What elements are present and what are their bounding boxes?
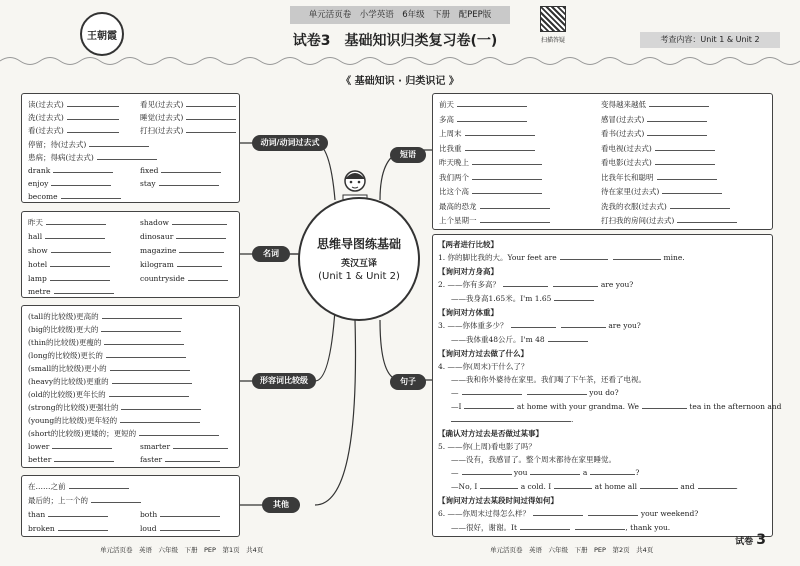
phrase-row: 变得越来越低: [601, 99, 709, 110]
phrase-row: 最高的恐龙: [439, 201, 550, 212]
answer-blank[interactable]: [561, 320, 606, 328]
answer-blank[interactable]: [642, 401, 687, 409]
phrase-row: 待在家里(过去式): [601, 186, 722, 197]
phrase-row: 洗我的衣服(过去式): [601, 201, 730, 212]
answer-blank[interactable]: [67, 112, 119, 120]
answer-blank[interactable]: [102, 311, 182, 319]
scope-badge: 考查内容：Unit 1 & Unit 2: [640, 32, 780, 48]
answer-blank[interactable]: [58, 523, 108, 531]
answer-blank[interactable]: [670, 201, 730, 209]
adjective-row: (tall的比较级)更高的: [28, 311, 182, 322]
verb-row: become: [28, 191, 121, 201]
verbs-box: [21, 93, 240, 203]
answer-blank[interactable]: [472, 172, 542, 180]
footer-left: 单元活页卷 英语 六年级 下册 PEP 第1页 共4页: [100, 546, 264, 554]
answer-blank[interactable]: [590, 467, 635, 475]
answer-blank[interactable]: [69, 481, 129, 489]
node-adjectives: 形容词比较级: [252, 373, 316, 389]
answer-blank[interactable]: [511, 320, 556, 328]
answer-blank[interactable]: [640, 481, 678, 489]
answer-blank[interactable]: [159, 178, 219, 186]
phrase-row: 看电影(过去式): [601, 157, 715, 168]
section-title: 《 基础知识 · 归类识记 》: [341, 76, 459, 87]
verb-row: 看见(过去式): [140, 99, 236, 110]
answer-blank[interactable]: [161, 165, 221, 173]
verb-row: fixed: [140, 165, 221, 175]
answer-blank[interactable]: [188, 273, 228, 281]
answer-blank[interactable]: [520, 522, 570, 530]
answer-blank[interactable]: [106, 350, 186, 358]
mindmap-center: [298, 197, 420, 321]
center-subtitle: 英汉互译: [340, 259, 377, 269]
center-title: 思维导图练基础: [316, 237, 401, 251]
answer-blank[interactable]: [104, 337, 184, 345]
verb-row: drank: [28, 165, 113, 175]
answer-blank[interactable]: [647, 114, 707, 122]
answer-blank[interactable]: [160, 523, 220, 531]
answer-blank[interactable]: [657, 172, 717, 180]
verb-row: 打扫(过去式): [140, 125, 236, 136]
phrase-row: 比这个高: [439, 186, 542, 197]
answer-blank[interactable]: [109, 389, 189, 397]
phrase-row: 比我年长和聪明: [601, 172, 717, 183]
adjective-row: (heavy的比较级)更重的: [28, 376, 192, 387]
answer-blank[interactable]: [179, 245, 224, 253]
answer-blank[interactable]: [54, 286, 114, 294]
verb-row: stay: [140, 178, 219, 188]
answer-blank[interactable]: [67, 125, 119, 133]
answer-blank[interactable]: [172, 217, 227, 225]
adjective-row: (young的比较级)更年轻的: [28, 415, 200, 426]
answer-blank[interactable]: [101, 324, 181, 332]
answer-blank[interactable]: [89, 139, 149, 147]
answer-blank[interactable]: [655, 143, 715, 151]
node-verbs: 动词/动词过去式: [252, 135, 328, 151]
answer-blank[interactable]: [662, 186, 722, 194]
answer-blank[interactable]: [588, 508, 638, 516]
answer-blank[interactable]: [647, 128, 707, 136]
node-nouns: 名词: [252, 246, 290, 262]
answer-blank[interactable]: [533, 508, 583, 516]
verb-row: 患病；得病(过去式): [28, 152, 157, 163]
answer-blank[interactable]: [655, 157, 715, 165]
verb-row: 读(过去式): [28, 99, 119, 110]
answer-blank[interactable]: [527, 387, 587, 395]
answer-blank[interactable]: [48, 509, 108, 517]
phrase-row: 看书(过去式): [601, 128, 707, 139]
phrase-row: 感冒(过去式): [601, 114, 707, 125]
answer-blank[interactable]: [554, 293, 594, 301]
answer-blank[interactable]: [186, 99, 236, 107]
verb-row: enjoy: [28, 178, 111, 188]
series-banner: 单元活页卷 小学英语 6年级 下册 配PEP版: [290, 6, 510, 24]
answer-blank[interactable]: [457, 114, 527, 122]
node-sentences: 句子: [390, 374, 426, 390]
nouns-box: 昨天 shadow hall dinosaur show magazine hotel kilogram lamp countryside metre: [21, 211, 240, 298]
phrase-row: 前天: [439, 99, 527, 110]
answer-blank[interactable]: [165, 454, 220, 462]
phrase-row: 比我重: [439, 143, 535, 154]
answer-blank[interactable]: [121, 402, 201, 410]
answer-blank[interactable]: [160, 509, 220, 517]
phrase-row: 上个星期一: [439, 215, 550, 226]
answer-blank[interactable]: [51, 178, 111, 186]
verb-row: 洗(过去式): [28, 112, 119, 123]
phrase-row: 多高: [439, 114, 527, 125]
answer-blank[interactable]: [52, 441, 112, 449]
answer-blank[interactable]: [480, 215, 550, 223]
answer-blank[interactable]: [46, 217, 106, 225]
sentences-box: 【两者进行比较】 1. 你的脚比我的大。Your feet are mine. 【询问对方身高】 2. ——你有多高？ are you? ——我身高1.65米。I'm 1.65 【询问对方体重】 3. ——你体重多少？ are you? ——我体重48公斤。I'm 48 【询问对方过去做了什么】 4. ——你(周末)干什么了？ ——我和你外婆待在家里。我们喝了下午茶，还看了电视。 — you do? —I at home with your grandma. We tea in the afternoon and . 【确认对方过去是否做过某事】 5. ——你(上周)看电影了吗？ ——没有，我感冒了。整个周末都待在家里睡觉。 — you a ? —No, I a cold. I at home all and . 【询问对方过去某段时间过得如何】 6. ——你周末过得怎么样？ your weekend? ——很好，谢谢。It , thank you.: [432, 234, 773, 537]
adjective-row: (strong的比较级)更强壮的: [28, 402, 201, 413]
answer-blank[interactable]: [53, 165, 113, 173]
footer-right: 单元活页卷 英语 六年级 下册 PEP 第2页 共4页: [490, 546, 654, 554]
qr-label: 扫描答疑: [540, 37, 565, 44]
answer-blank[interactable]: [613, 252, 661, 260]
answer-blank[interactable]: [530, 467, 580, 475]
phrase-row: 上周末: [439, 128, 535, 139]
answer-blank[interactable]: [560, 252, 608, 260]
adjective-row: (long的比较级)更长的: [28, 350, 186, 361]
answer-blank[interactable]: [50, 273, 110, 281]
others-box: 在……之前 最后的；上一个的 than both broken loud: [21, 475, 240, 537]
answer-blank[interactable]: [45, 231, 105, 239]
answer-blank[interactable]: [548, 334, 588, 342]
answer-blank[interactable]: [173, 441, 228, 449]
answer-blank[interactable]: [110, 363, 190, 371]
answer-blank[interactable]: [575, 522, 625, 530]
adjectives-box: (tall的比较级)更高的 (big的比较级)更大的 (thin的比较级)更瘦的 (long的比较级)更长的 (small的比较级)更小的 (heavy的比较级)更重的 (old的比较级)更年长的 (strong的比较级)更强壮的 (young的比较级)更年轻的 (short的比较级)更矮的；更短的 lower smarter better faster: [21, 305, 240, 468]
answer-blank[interactable]: [698, 481, 736, 489]
adjective-row: (short的比较级)更矮的；更短的: [28, 428, 219, 439]
node-phrases: 短语: [390, 147, 426, 163]
page-number: 试卷 3: [735, 532, 766, 548]
answer-blank[interactable]: [464, 401, 514, 409]
verb-row: 停留；待(过去式): [28, 139, 149, 150]
answer-blank[interactable]: [465, 128, 535, 136]
answer-blank[interactable]: [120, 415, 200, 423]
answer-blank[interactable]: [451, 414, 571, 422]
answer-blank[interactable]: [67, 99, 119, 107]
answer-blank[interactable]: [91, 495, 141, 503]
answer-blank[interactable]: [503, 279, 548, 287]
phrase-row: 看电视(过去式): [601, 143, 715, 154]
answer-blank[interactable]: [186, 125, 236, 133]
answer-blank[interactable]: [462, 467, 512, 475]
answer-blank[interactable]: [480, 201, 550, 209]
answer-blank[interactable]: [97, 152, 157, 160]
logo-text: 王朝霞: [87, 30, 117, 42]
answer-blank[interactable]: [61, 191, 121, 199]
answer-blank[interactable]: [176, 231, 226, 239]
answer-blank[interactable]: [177, 259, 222, 267]
answer-blank[interactable]: [54, 454, 114, 462]
answer-blank[interactable]: [50, 259, 110, 267]
node-others: 其他: [262, 497, 300, 513]
page-title: 试卷3 基础知识归类复习卷(一): [292, 33, 498, 49]
answer-blank[interactable]: [186, 112, 236, 120]
phrase-row: 打扫我的房间(过去式): [601, 215, 737, 226]
answer-blank[interactable]: [649, 99, 709, 107]
adjective-row: (small的比较级)更小的: [28, 363, 190, 374]
answer-blank[interactable]: [462, 387, 522, 395]
answer-blank[interactable]: [139, 428, 219, 436]
answer-blank[interactable]: [51, 245, 111, 253]
verb-row: 看(过去式): [28, 125, 119, 136]
adjective-row: (big的比较级)更大的: [28, 324, 181, 335]
answer-blank[interactable]: [480, 481, 518, 489]
answer-blank[interactable]: [553, 279, 598, 287]
center-units: (Unit 1 & Unit 2): [318, 271, 400, 282]
answer-blank[interactable]: [112, 376, 192, 384]
phrase-row: 昨天晚上: [439, 157, 542, 168]
answer-blank[interactable]: [472, 157, 542, 165]
answer-blank[interactable]: [472, 186, 542, 194]
answer-blank[interactable]: [465, 143, 535, 151]
answer-blank[interactable]: [554, 481, 592, 489]
adjective-row: (old的比较级)更年长的: [28, 389, 189, 400]
adjective-row: (thin的比较级)更瘦的: [28, 337, 184, 348]
verb-row: 睡觉(过去式): [140, 112, 236, 123]
phrase-row: 我们两个: [439, 172, 542, 183]
answer-blank[interactable]: [677, 215, 737, 223]
phrases-box: [432, 93, 773, 230]
answer-blank[interactable]: [457, 99, 527, 107]
